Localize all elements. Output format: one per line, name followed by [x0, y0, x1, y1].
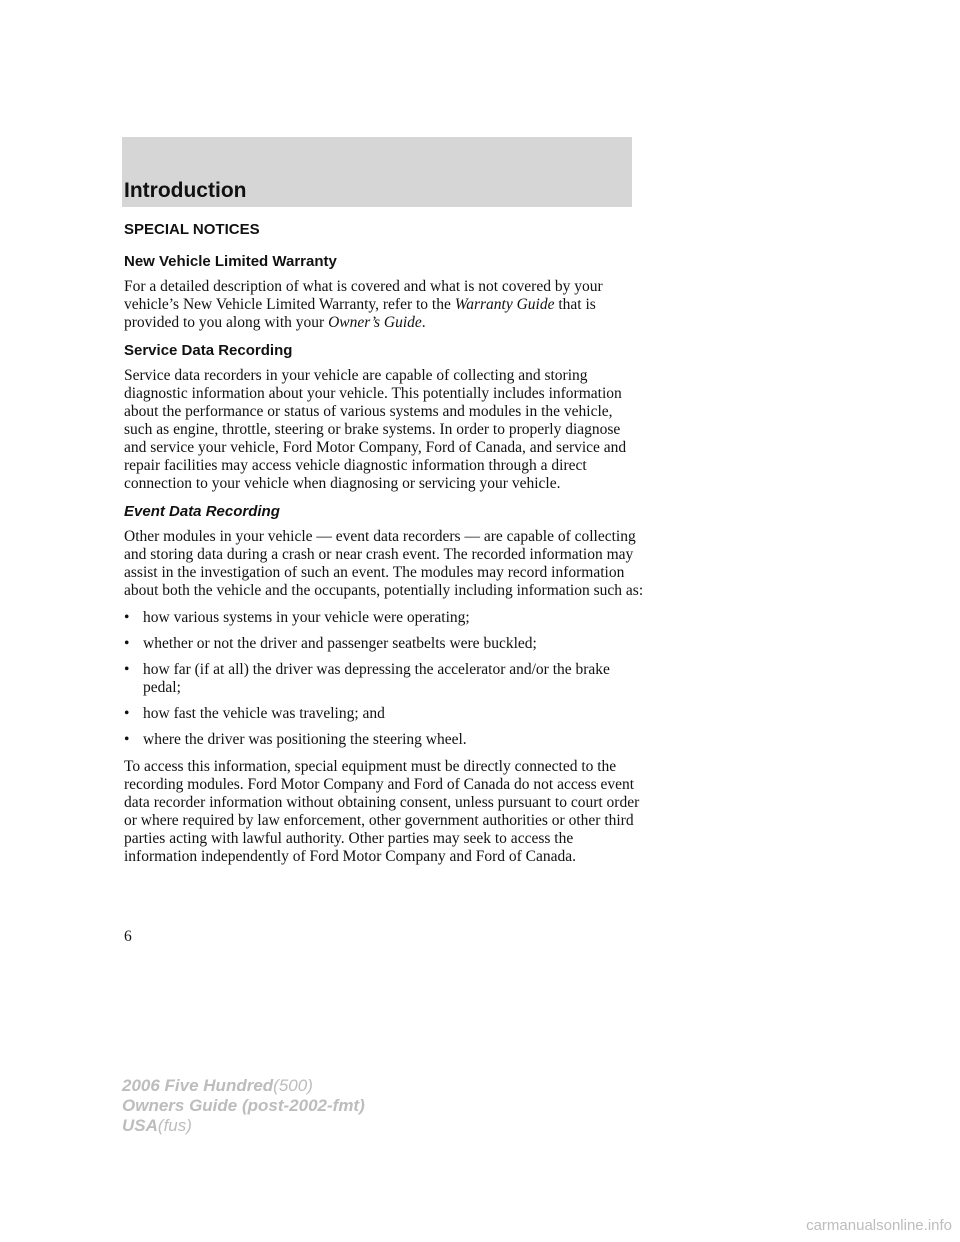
- list-item: [124, 731, 644, 749]
- footer-line-guide: [122, 1096, 365, 1116]
- subheading-event-data: Event Data Recording: [124, 503, 280, 520]
- footer-model: 2006 Five Hundred: [122, 1076, 274, 1095]
- chapter-title: Introduction: [124, 179, 247, 202]
- bullet-icon: •: [124, 731, 130, 748]
- bullet-text: whether or not the driver and passenger seatbelts were buckled;: [143, 635, 537, 652]
- subheading-service-data: Service Data Recording: [124, 342, 293, 359]
- footer-model-code: (500): [273, 1076, 313, 1095]
- bullet-text: how far (if at all) the driver was depressing the accelerator and/or the brake pedal;: [143, 661, 610, 696]
- paragraph-service-data: Service data recorders in your vehicle are capable of collecting and storing diagnostic information about your vehicle. This potentially includes information about the performance or status of various systems and modules in the vehicle, such as engine, throttle, steering or brake systems. In order to properly diagnose and service your vehicle, Ford Motor Company, Ford of Canada, and service and repair facilities may access vehicle diagnostic information through a direct connection to your vehicle when diagnosing or servicing your vehicle.: [124, 367, 627, 492]
- document-footer: [122, 1076, 365, 1136]
- warranty-text-3: .: [421, 314, 426, 331]
- warranty-text-2: that is provided to you along with your: [124, 296, 596, 331]
- warranty-text-1: For a detailed description of what is covered and what is not covered by your vehicle’s New Vehicle Limited Warranty, refer to the: [124, 278, 603, 313]
- list-item: [124, 705, 644, 723]
- paragraph-warranty: [124, 278, 644, 332]
- event-data-bullet-list: [124, 609, 644, 749]
- warranty-guide-title: Warranty Guide: [454, 296, 555, 313]
- list-item: [124, 609, 644, 627]
- paragraph-event-data-intro: Other modules in your vehicle — event data recorders — are capable of collecting and storing data during a crash or near crash event. The recorded information may assist in the investigation of such an event. The modules may record information about both the vehicle and the occupants, potentially including information such as:: [124, 528, 644, 599]
- paragraph-event-data-access: To access this information, special equipment must be directly connected to the recording modules. Ford Motor Company and Ford of Canada do not access event data recorder information without obtaining consent, unless pursuant to court order or where required by law enforcement, other government authorities or other third parties acting with lawful authority. Other parties may seek to access the information independently of Ford Motor Company and Ford of Canada.: [124, 758, 640, 865]
- footer-line-model: [122, 1076, 365, 1096]
- bullet-icon: •: [124, 609, 130, 626]
- bullet-text: how various systems in your vehicle were operating;: [143, 609, 470, 626]
- header-band: [122, 137, 632, 207]
- page-number: 6: [124, 928, 132, 945]
- list-item: [124, 661, 644, 697]
- footer-market-code: (fus): [157, 1116, 192, 1135]
- section-heading-special-notices: SPECIAL NOTICES: [124, 221, 260, 238]
- bullet-icon: •: [124, 661, 130, 678]
- footer-market: USA: [122, 1116, 158, 1135]
- bullet-text: where the driver was positioning the steering wheel.: [143, 731, 467, 748]
- subheading-warranty: New Vehicle Limited Warranty: [124, 253, 337, 270]
- watermark: carmanualsonline.info: [806, 1217, 952, 1234]
- footer-line-market: [122, 1116, 365, 1136]
- bullet-icon: •: [124, 635, 130, 652]
- owners-guide-title: Owner’s Guide: [328, 314, 422, 331]
- bullet-icon: •: [124, 705, 130, 722]
- footer-guide: Owners Guide (post-2002-fmt): [122, 1096, 365, 1115]
- bullet-text: how fast the vehicle was traveling; and: [143, 705, 385, 722]
- list-item: [124, 635, 644, 653]
- page-content: [124, 220, 644, 875]
